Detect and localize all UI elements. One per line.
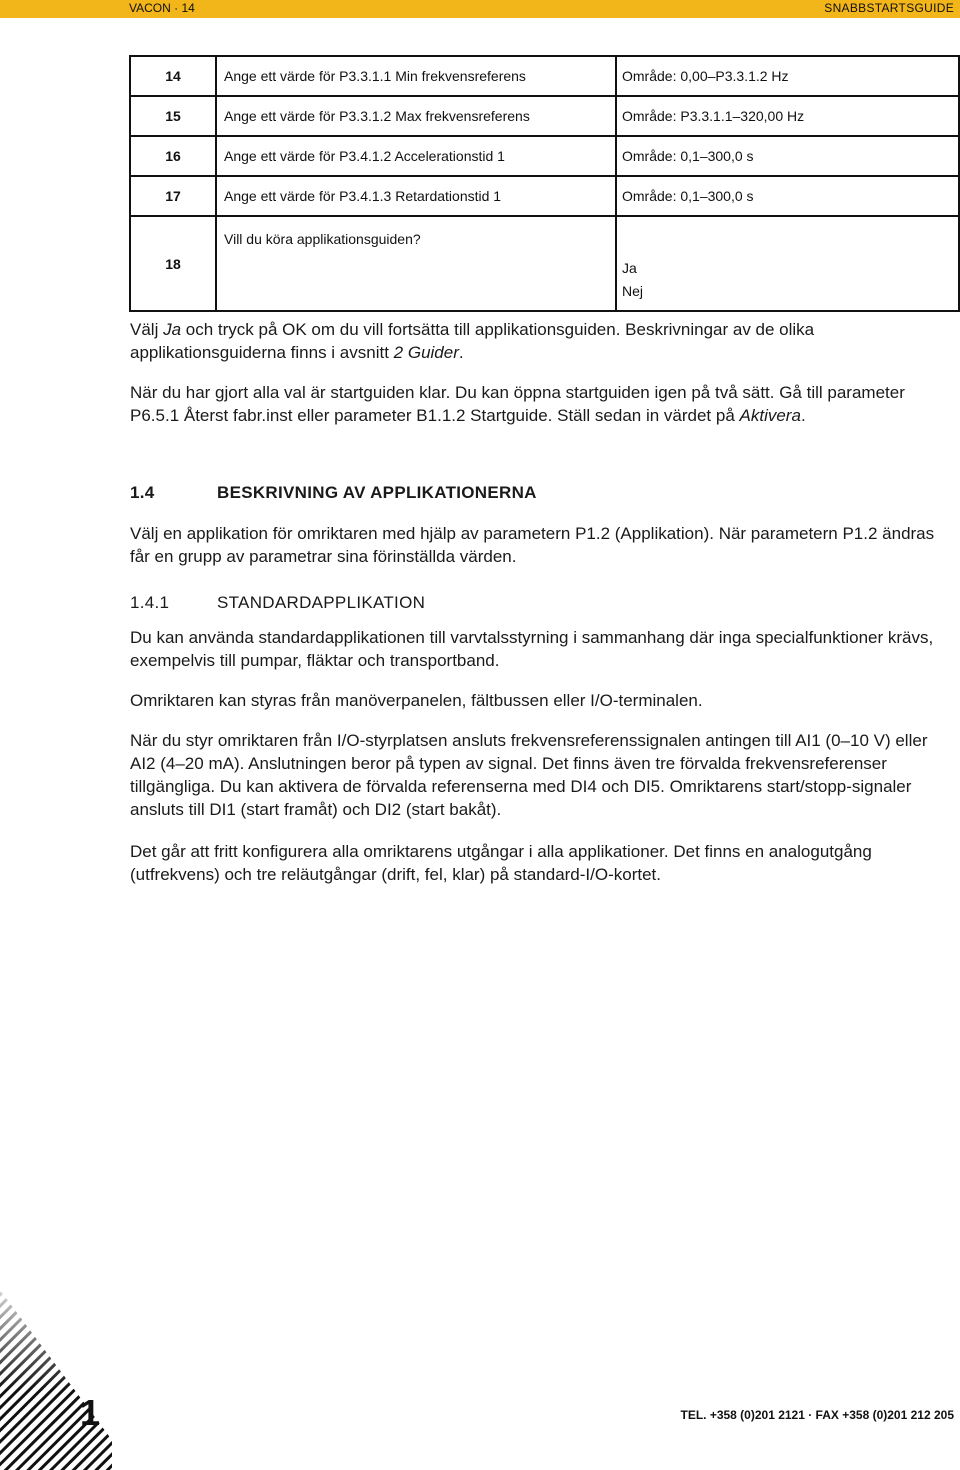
header-guide-title: SNABBSTARTSGUIDE <box>824 1 954 15</box>
text-run: och tryck på OK om du vill fortsätta till applikationsguiden. Beskrivningar av de olika applikationsguiderna finns i avsnitt <box>130 320 815 362</box>
paragraph-choose-guide <box>130 318 952 364</box>
step-description: Ange ett värde för P3.4.1.3 Retardationstid 1 <box>216 176 616 216</box>
subsection-number: 1.4.1 <box>130 593 170 612</box>
step-description: Ange ett värde för P3.3.1.1 Min frekvensreferens <box>216 56 616 96</box>
step-options <box>616 216 959 311</box>
step-range: Område: 0,00–P3.3.1.2 Hz <box>616 56 959 96</box>
step-description <box>216 216 616 311</box>
step-number: 14 <box>130 56 216 96</box>
text-run: När du har gjort alla val är startguiden klar. Du kan öppna startguiden igen på två sätt. Gå till parameter P6.5.1 Återst fabr.inst eller parameter B1.1.2 Startguide. Ställ sedan in värdet på <box>130 383 905 425</box>
text-run: Välj <box>130 320 164 339</box>
paragraph-io-control: När du styr omriktaren från I/O-styrplatsen ansluts frekvensreferenssignalen antingen till AI1 (0–10 V) eller AI2 (4–20 mA). Anslutningen beror på typen av signal. Det finns även tre förvalda frekvensreferenser tillgängliga. Du kan aktivera de förvalda referenserna med DI4 och DI5. Omriktarens start/stopp-signaler ansluts till DI1 (start framåt) och DI2 (start bakåt). <box>130 731 928 819</box>
emphasis: Aktivera <box>739 406 801 425</box>
table-row <box>130 216 959 311</box>
paragraph-standard-app: Du kan använda standardapplikationen till varvtalsstyrning i sammanhang där inga specialfunktioner krävs, exempelvis till pumpar, fläktar och transportband. <box>130 628 934 670</box>
subsection-title: STANDARDAPPLIKATION <box>217 593 426 612</box>
text-run: . <box>458 343 464 362</box>
paragraph-control-places: Omriktaren kan styras från manöverpanelen, fältbussen eller I/O-terminalen. <box>130 691 703 710</box>
paragraph-outputs: Det går att fritt konfigurera alla omriktarens utgångar i alla applikationer. Det finns en analogutgång (utfrekvens) och tre reläutgångar (drift, fel, klar) på standard-I/O-kortet. <box>130 842 872 884</box>
emphasis: 2 Guider <box>393 343 459 362</box>
paragraph-section-intro: Välj en applikation för omriktaren med hjälp av parametern P1.2 (Applikation). När parametern P1.2 ändras får en grupp av parametrar sina förinställda värden. <box>130 524 935 566</box>
decorative-stripes <box>0 1270 112 1470</box>
section-heading <box>130 483 537 503</box>
step-description: Ange ett värde för P3.4.1.2 Accelerationstid 1 <box>216 136 616 176</box>
step-number: 16 <box>130 136 216 176</box>
emphasis: Ja <box>163 320 182 339</box>
step-number: 18 <box>130 216 216 311</box>
chapter-number: 1 <box>80 1392 101 1433</box>
paragraph-guide-done <box>130 381 952 427</box>
header-page-label: VACON · 14 <box>129 1 195 15</box>
option-yes: Ja <box>622 260 637 276</box>
table-row <box>130 136 959 176</box>
step-question: Vill du köra applikationsguiden? <box>224 231 421 247</box>
footer-contact: TEL. +358 (0)201 2121 · FAX +358 (0)201 212 205 <box>680 1408 954 1422</box>
section-title: BESKRIVNING AV APPLIKATIONERNA <box>217 483 537 502</box>
table-row <box>130 96 959 136</box>
step-description: Ange ett värde för P3.3.1.2 Max frekvensreferens <box>216 96 616 136</box>
text-run: . <box>800 406 806 425</box>
step-number: 15 <box>130 96 216 136</box>
page-header <box>0 0 960 18</box>
subsection-heading <box>130 593 425 613</box>
wizard-steps-table <box>129 55 960 312</box>
table-row <box>130 56 959 96</box>
step-number: 17 <box>130 176 216 216</box>
option-no: Nej <box>622 283 644 299</box>
step-range: Område: 0,1–300,0 s <box>616 176 959 216</box>
step-range: Område: 0,1–300,0 s <box>616 136 959 176</box>
section-number: 1.4 <box>130 483 155 502</box>
table-row <box>130 176 959 216</box>
step-range: Område: P3.3.1.1–320,00 Hz <box>616 96 959 136</box>
